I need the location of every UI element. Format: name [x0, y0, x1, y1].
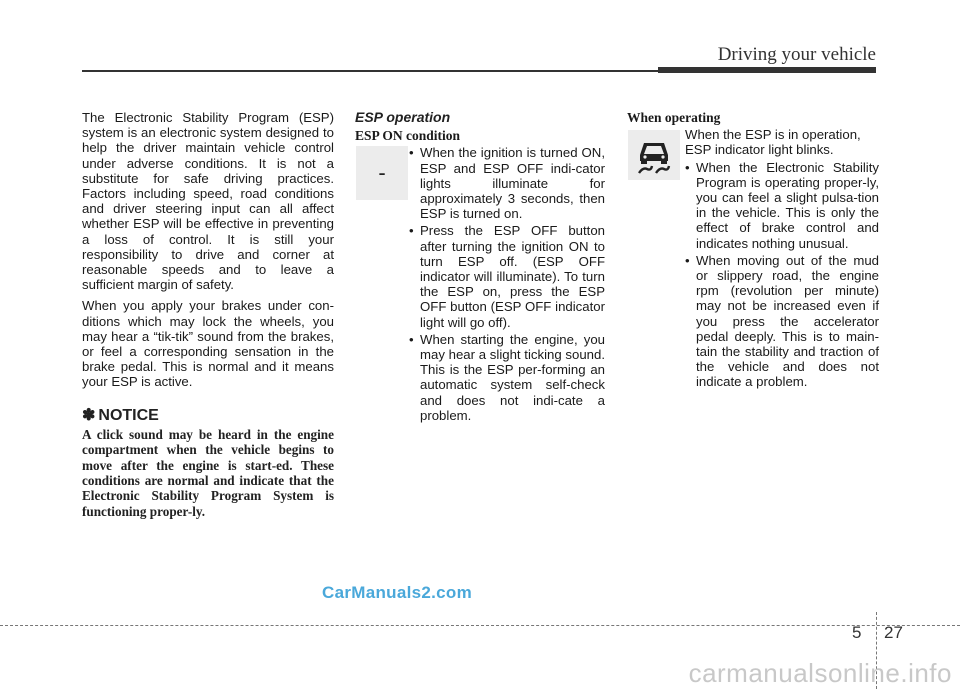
list-item: • When the ignition is turned ON, ESP and ESP OFF indi-cator lights illuminate for approximately 3 seconds, then ESP is turned on. [409, 145, 605, 221]
watermark-carmanualsonline: carmanualsonline.info [688, 658, 952, 688]
subtitle-esp-on-condition: ESP ON condition [355, 128, 461, 144]
indicator-dash: - [378, 160, 386, 185]
notice-body: A click sound may be heard in the engine compartment when the vehicle begins to move after the engine is start-ed. These conditions are normal and indicate that the Electronic Stability Program System is functioning proper-ly. [82, 426, 334, 519]
list-item: • When moving out of the mud or slippery road, the engine rpm (revolution per minute) may not be increased even if you press the accelerator pedal deeply. This is to main-tain the stability and traction of the vehicle and does not indicate a problem. [685, 253, 879, 390]
esp-on-bullets [409, 145, 605, 423]
list-item: • Press the ESP OFF button after turning the ignition ON to turn ESP off. (ESP OFF indicator will illuminate). To turn the ESP on, press the ESP OFF button (ESP OFF indicator light will go off). [409, 223, 605, 329]
list-item: • When starting the engine, you may hear a slight ticking sound. This is the ESP per-forming an automatic system self-check and does not indi-cate a problem. [409, 332, 605, 423]
subtitle-when-operating: When operating [627, 110, 721, 125]
paragraph-esp-blinks: When the ESP is in operation, ESP indicator light blinks. [685, 127, 861, 158]
chapter-number: 5 [852, 623, 862, 642]
page-number: 27 [884, 623, 903, 642]
column-when-operating [627, 110, 879, 392]
page-header-title: Driving your vehicle [717, 44, 876, 65]
notice-title: NOTICE [98, 406, 159, 424]
watermark-carmanuals2: CarManuals2.com [322, 583, 472, 602]
column-intro [82, 110, 334, 525]
section-title-esp-operation: ESP operation [355, 109, 451, 125]
notice-heading [82, 408, 334, 423]
paragraph-esp-description: The Electronic Stability Program (ESP) system is an electronic system designed to help the driver maintain vehicle control under adverse conditions. It is not a substitute for safe driving practices. Factors including speed, road conditions and driver steering input can all affect whether ESP will be effective in preventing a loss of control. It is still your responsibility to drive and corner at reasonable speeds and to leave a sufficient margin of safety. [82, 110, 334, 293]
header-rule [82, 70, 658, 72]
column-esp-operation [355, 110, 605, 425]
paragraph-brake-sound: When you apply your brakes under con-ditions which may lock the wheels, you may hear a “tik-tik” sound from the brakes, or feel a corresponding sensation in the brake pedal. This is normal and it means your ESP is active. [82, 298, 334, 390]
footer-rule [0, 625, 960, 626]
notice-star-icon: ✽ [82, 406, 96, 424]
list-item: • When the Electronic Stability Program is operating proper-ly, you can feel a slight pulsa-tion in the vehicle. This is only the effect of brake control and indicates nothing unusual. [685, 160, 879, 251]
header-rule-accent [658, 67, 876, 73]
when-operating-bullets [685, 160, 879, 390]
